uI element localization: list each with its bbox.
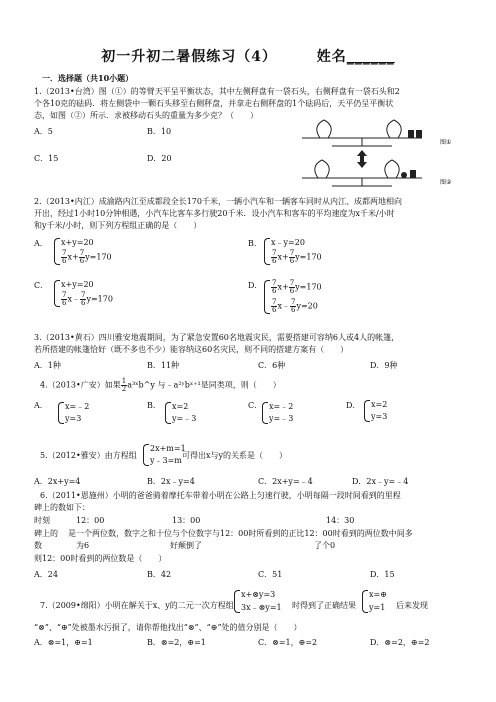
q6-row3c: 好颠倒了 <box>170 541 202 550</box>
fraction: $\frac{7}{6}$ <box>62 249 67 265</box>
q5-option-c[interactable]: C．2x+y=﹣4 <box>258 477 313 486</box>
equation-row: x+y=20 <box>61 238 94 247</box>
q4-option-a-label[interactable]: A． <box>34 401 48 410</box>
q4-option-a-system[interactable]: x=﹣2 y=3 <box>58 402 89 424</box>
title-text: 初一升初二暑假练习（4） <box>101 49 277 65</box>
q1-line2: 个各10克的砝码．将左侧袋中一颗石头移至右侧秤盘，并拿走右侧秤盘的1个砝码后，天平仍呈平衡状 <box>34 99 394 108</box>
stone-bag-icon <box>385 160 399 178</box>
fraction: $\frac{7}{6}$ <box>62 291 67 307</box>
q6-option-d[interactable]: D．15 <box>370 570 395 579</box>
stone-icon <box>401 172 407 178</box>
q6-row3d: 了个0 <box>314 541 336 550</box>
q7-stem-pre: 7.（2009•绵阳）小明在解关于x、y的二元一次方程组 <box>40 601 234 610</box>
fig1-label: 图① <box>440 139 452 146</box>
q6-row2a: 碑上的 <box>34 529 58 538</box>
q6-line2: 碑上的数如下： <box>34 503 90 512</box>
q6-option-c[interactable]: C．51 <box>258 570 283 579</box>
q2-option-d-system[interactable]: $\frac{7}{6}$ x+ $\frac{7}{6}$ y=170 $\frac{7}{6}$ x﹣ $\frac{7}{6}$ y=20 <box>264 280 322 314</box>
q6-row-label: 时刻 <box>34 516 50 525</box>
q5-stem-pre: 5.（2012•雅安）由方程组 <box>40 451 137 460</box>
q2-option-a-system[interactable] <box>54 238 112 265</box>
q2-option-b-system[interactable]: x﹣y=20 $\frac{7}{6}$ x+ $\frac{7}{6}$ y=170 <box>264 238 322 265</box>
q4-option-d-system[interactable]: x=2 y=3 <box>364 400 387 422</box>
q7-option-a[interactable]: A．⊗=1，⊕=1 <box>34 638 93 647</box>
stone-bag-icon <box>317 120 331 138</box>
fig2-label: 图② <box>440 179 452 186</box>
fraction: $\frac{7}{6}$ <box>290 298 296 314</box>
scale-2 <box>302 160 452 186</box>
q3-option-a[interactable]: A．1种 <box>34 361 61 370</box>
q1-line3: 态，如图（②）所示．求被移动石头的重量为多少克？（ ） <box>34 111 258 120</box>
q1-option-a[interactable]: A．5 <box>34 127 53 136</box>
q4-stem: 4.（2013•广安）如果 $\frac{1}{2}$ a³ˣb^y 与﹣a²ʸbˣ⁺¹是同类项，则（ ） <box>40 377 281 393</box>
q6-time-3: 14：30 <box>326 516 355 525</box>
q3-option-c[interactable]: C．6种 <box>258 361 286 370</box>
q4-option-b-label[interactable]: B． <box>147 401 161 410</box>
q6-line3: 则12：00时看到的两位数是（ ） <box>34 554 167 563</box>
q6-time-2: 13：00 <box>172 516 201 525</box>
weight-icon <box>416 130 422 138</box>
q4-option-b-system[interactable]: x=2 y=﹣3 <box>165 402 196 424</box>
weight-icon <box>410 170 416 178</box>
q2-option-b-label[interactable]: B． <box>248 239 262 248</box>
q1-option-d[interactable]: D．20 <box>147 154 172 163</box>
fraction: $\frac{7}{6}$ <box>80 291 86 307</box>
q6-option-b[interactable]: B．42 <box>147 570 172 579</box>
q7-option-c[interactable]: C．⊗=1，⊕=2 <box>258 638 318 647</box>
q4-option-c-label[interactable]: C． <box>248 401 263 410</box>
q2-option-c-system[interactable]: x+y=20 $\frac{7}{6}$ x﹣ $\frac{7}{6}$ y=170 <box>54 280 113 307</box>
q7-option-b[interactable]: B．⊗=2，⊕=1 <box>147 638 206 647</box>
scale-1 <box>302 120 451 146</box>
fraction: $\frac{7}{6}$ <box>272 298 277 314</box>
q6-row3b: 为6 <box>76 541 90 550</box>
q6-time-1: 12：00 <box>76 516 105 525</box>
q2-line2: 开出，经过1小时10分钟相遇，小汽车比客车多行驶20千米．设小汽车和客车的平均速度为x千米/小时 <box>34 209 395 218</box>
page-title <box>0 46 496 66</box>
q4-option-c-system[interactable]: x=﹣2 y=﹣3 <box>262 402 293 424</box>
q2-option-a-label[interactable]: A． <box>34 239 48 248</box>
q5-stem-post: 可得出x与y的关系是（ ） <box>182 451 288 460</box>
q5-option-a[interactable]: A．2x+y=4 <box>34 477 81 486</box>
equation-row: x+y=20 <box>61 280 94 289</box>
q2-line3: 和y千米/小时，则下列方程组正确的是（ ） <box>34 221 202 230</box>
name-label: 姓名 <box>316 49 347 65</box>
equation-row: x﹣y=20 <box>271 238 305 247</box>
q6-row3a: 数 <box>34 541 42 550</box>
stone-bag-icon <box>387 120 401 138</box>
q5-option-b[interactable]: B．2x﹣y=4 <box>147 477 195 486</box>
q7-stem-mid: 时得到了正确结果 <box>292 601 356 610</box>
q7-solution: x=⊕ y=1 <box>362 590 387 613</box>
q4-option-d-label[interactable]: D． <box>346 401 361 410</box>
equation-row: y=170 <box>85 252 112 262</box>
q3-option-b[interactable]: B．11种 <box>147 361 180 370</box>
equation-row: x+ <box>67 252 79 262</box>
q1-option-c[interactable]: C．15 <box>34 154 59 163</box>
q7-option-d[interactable]: D．⊗=2，⊕=2 <box>370 638 430 647</box>
weight-icon <box>408 130 414 138</box>
q5-system: 2x+m=1 y﹣3=m <box>143 444 186 466</box>
fraction: $\frac{1}{2}$ <box>121 377 127 393</box>
q5-option-d[interactable]: D．2x﹣y=﹣4 <box>352 477 409 486</box>
section-heading: 一．选择题（共10小题） <box>42 73 134 83</box>
name-blank[interactable]: ______ <box>346 49 395 65</box>
fraction: $\frac{7}{6}$ <box>289 249 295 265</box>
stone-bag-icon <box>315 160 329 178</box>
q1-line1: 1.（2013•台湾）图（①）的等臂天平呈平衡状态，其中左侧秤盘有一袋石头，右侧秤盘有一袋石头和2 <box>34 87 400 96</box>
q7-system: x+⊗y=3 3x﹣⊗y=1 <box>234 590 282 613</box>
fraction: $\frac{7}{6}$ <box>79 249 85 265</box>
q2-option-c-label[interactable]: C． <box>34 281 49 290</box>
q6-line1: 6.（2011•恩施州）小明的爸爸骑着摩托车带着小明在公路上匀速行驶，小明每隔一段时间看到的里程 <box>40 491 401 500</box>
q7-stem-post: 后来发现 <box>396 601 428 610</box>
q2-option-d-label[interactable]: D． <box>248 281 263 290</box>
balance-scale-figure <box>292 112 472 192</box>
fraction: $\frac{7}{6}$ <box>272 279 277 295</box>
q3-option-d[interactable]: D．9种 <box>370 361 398 370</box>
fraction: $\frac{7}{6}$ <box>289 279 295 295</box>
q3-line1: 3.（2013•黄石）四川雅安地震期间，为了紧急安置60名地震灾民，需要搭建可容纳6人或4人的帐篷， <box>34 333 400 342</box>
fraction: $\frac{7}{6}$ <box>272 249 277 265</box>
q6-row2b: 是一个两位数，数字之和十位与个位数字与12：00时所看到的正比12：00时看到的两位数中间多 <box>68 529 413 538</box>
q2-line1: 2.（2013•内江）成渝路内江至成都段全长170千米，一辆小汽车和一辆客车同时从内江、成都两地相向 <box>34 197 402 206</box>
arrow-down-icon <box>357 158 367 168</box>
q1-option-b[interactable]: B．10 <box>147 127 172 136</box>
q3-line2: 若所搭建的帐篷恰好（既不多也不少）能容纳这60名灾民，则不同的搭建方案有（ ） <box>34 345 349 354</box>
q6-option-a[interactable]: A．24 <box>34 570 58 579</box>
q7-line2: “⊗”、“⊕”处被墨水污损了，请你帮他找出“⊗”、“⊕”处的值分别是（ ） <box>34 623 302 632</box>
